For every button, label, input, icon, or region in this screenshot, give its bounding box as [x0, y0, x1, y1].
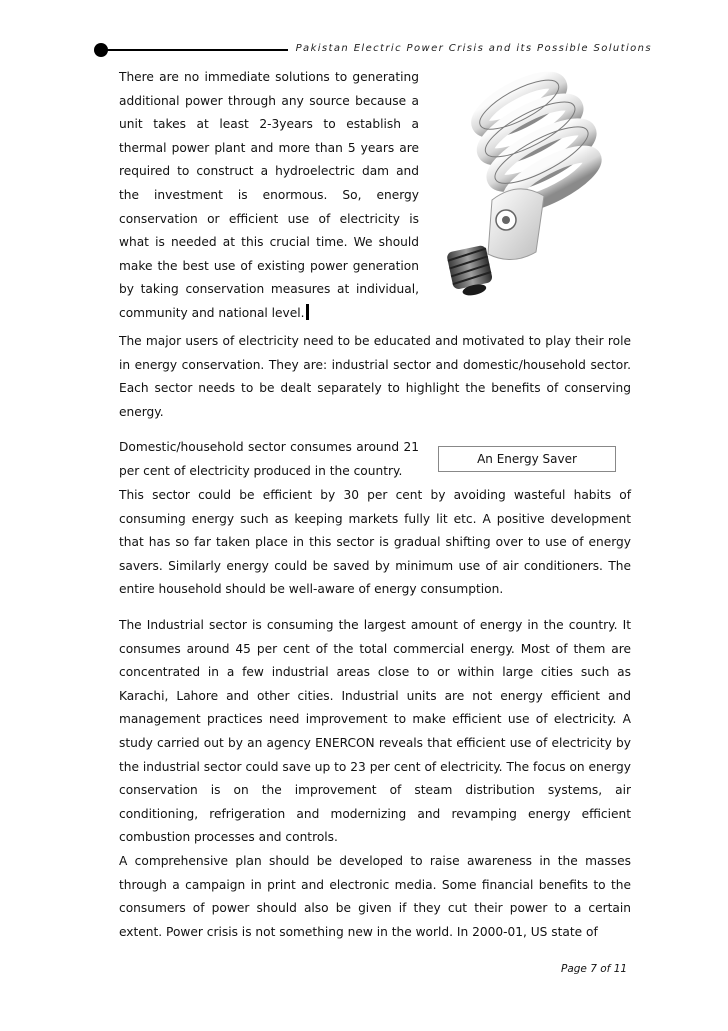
paragraph-intro — [119, 66, 419, 326]
paragraph-domestic: This sector could be efficient by 30 per cent by avoiding wasteful habits of consuming energy such as keeping markets fully lit etc. A positive development that has so far taken place in this sector is gradual shifting over to use of energy savers. Similarly energy could be saved by minimum use of air conditioners. The entire household should be well-aware of energy consumption. — [119, 488, 631, 597]
paragraph-plan: A comprehensive plan should be developed to raise awareness in the masses through a campaign in print and electronic media. Some financial benefits to the consumers of power should also be given if they cut their power to a certain extent. Power crisis is not something new in the world. In 2000-01, US state of — [119, 854, 631, 939]
page-number: Page 7 of 11 — [561, 963, 628, 975]
header-rule — [104, 49, 288, 51]
text-cursor — [306, 304, 309, 320]
figure-caption: An Energy Saver — [438, 446, 616, 472]
paragraph-domestic-intro: Domestic/household sector consumes around 21 per cent of electricity produced in the country. — [119, 440, 419, 478]
paragraph-intro-text: There are no immediate solutions to generating additional power through any source because a unit takes at least 2-3years to establish a thermal power plant and more than 5 years are required to construct a hydroelectric dam and the investment is enormous. So, energy conservation or efficient use of electricity is what is needed at this crucial time. We should make the best use of existing power generation by taking conservation measures at individual, community and national level. — [119, 70, 419, 320]
header-title: Pakistan Electric Power Crisis and its Possible Solutions — [295, 43, 652, 54]
page-header — [90, 38, 652, 62]
energy-saver-bulb-image — [432, 70, 624, 300]
paragraph-major-users: The major users of electricity need to be educated and motivated to play their role in energy conservation. They are: industrial sector and domestic/household sector. Each sector needs to be dealt separately to highlight the benefits of conserving energy. — [119, 334, 631, 419]
paragraph-industrial: The Industrial sector is consuming the largest amount of energy in the country. It consumes around 45 per cent of the total commercial energy. Most of them are concentrated in a few industrial areas close to or within large cities such as Karachi, Lahore and other cities. Industrial units are not energy efficient and management practices need improvement to make efficient use of electricity. A study carried out by an agency ENERCON reveals that efficient use of electricity by the industrial sector could save up to 23 per cent of electricity. The focus on energy conservation is on the improvement of steam distribution systems, air conditioning, refrigeration and modernizing and revamping energy efficient combustion processes and controls. — [119, 618, 631, 845]
